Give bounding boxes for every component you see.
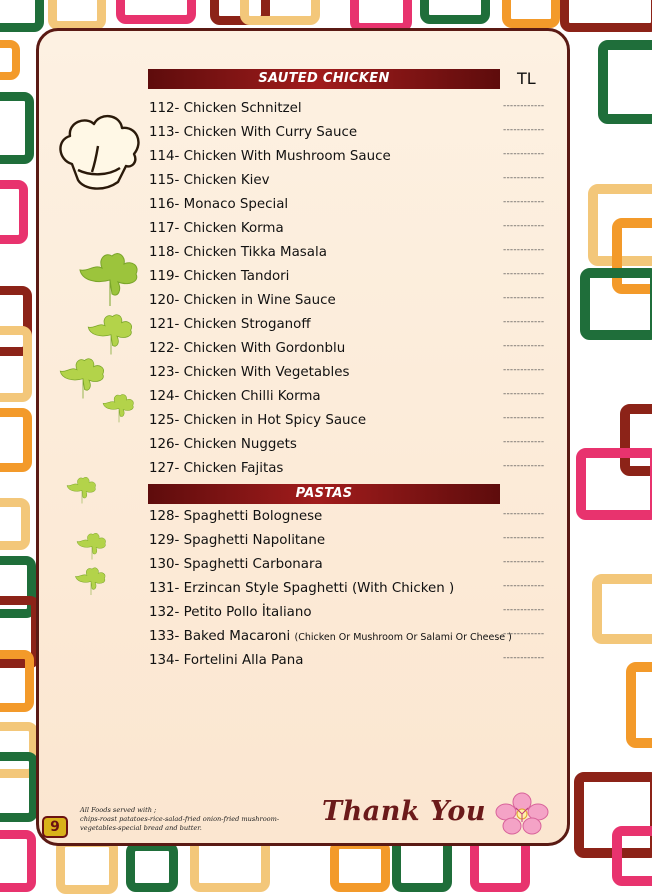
menu-item-name: 130- Spaghetti Carbonara: [149, 557, 323, 572]
menu-item-name: 123- Chicken With Vegetables: [149, 365, 350, 380]
section-banner-pastas: PASTAS: [148, 484, 500, 504]
section-banner-sauted-chicken: SAUTED CHICKEN: [148, 69, 500, 89]
menu-item-name: 117- Chicken Korma: [149, 221, 284, 236]
served-with-note-line: All Foods served with ;: [80, 806, 157, 814]
menu-item-name: 116- Monaco Special: [149, 197, 289, 212]
menu-item: [149, 459, 559, 479]
served-with-note-line: chips-roast patatoes-rice-salad-fried onion-fried mushroom-: [80, 815, 280, 823]
menu-item-name: 112- Chicken Schnitzel: [149, 101, 302, 116]
menu-item: [149, 435, 559, 455]
served-with-note-line: vegetables-special bread and butter.: [80, 824, 202, 832]
currency-label: TL: [517, 69, 536, 88]
leaf-icon: [58, 356, 108, 400]
leaf-icon: [76, 530, 108, 562]
leaf-icon: [86, 312, 136, 356]
menu-item-price: ------------: [503, 317, 545, 327]
menu-item: [149, 195, 559, 215]
menu-item-price: ------------: [503, 101, 545, 111]
menu-item-price: ------------: [503, 197, 545, 207]
menu-item-price: ------------: [503, 221, 545, 231]
thank-you-text: Thank You: [322, 796, 487, 827]
menu-item-price: ------------: [503, 605, 545, 615]
menu-item-name: 131- Erzincan Style Spaghetti (With Chicken ): [149, 581, 455, 596]
menu-item-price: ------------: [503, 269, 545, 279]
menu-item-price: ------------: [503, 557, 545, 567]
menu-item-name: 121- Chicken Stroganoff: [149, 317, 311, 332]
menu-item-name: 114- Chicken With Mushroom Sauce: [149, 149, 391, 164]
menu-item-name: 129- Spaghetti Napolitane: [149, 533, 326, 548]
menu-item-price: ------------: [503, 413, 545, 423]
flower-icon: [494, 792, 550, 836]
menu-item-price: ------------: [503, 173, 545, 183]
menu-item: [149, 387, 559, 407]
menu-item-price: ------------: [503, 581, 545, 591]
leaf-icon: [102, 392, 136, 424]
menu-item-price: ------------: [503, 389, 545, 399]
menu-item: [149, 531, 559, 551]
menu-item-price: ------------: [503, 509, 545, 519]
menu-item: [149, 99, 559, 119]
menu-item-price: ------------: [503, 341, 545, 351]
menu-item-name: 132- Petito Pollo İtaliano: [149, 605, 312, 620]
menu-item-name: 119- Chicken Tandori: [149, 269, 290, 284]
menu-item: [149, 219, 559, 239]
menu-item-name: 113- Chicken With Curry Sauce: [149, 125, 358, 140]
menu-item: [149, 123, 559, 143]
menu-item: [149, 315, 559, 335]
menu-item-price: ------------: [503, 365, 545, 375]
menu-item: [149, 603, 559, 623]
served-with-note: [80, 806, 280, 833]
leaf-icon: [72, 566, 110, 596]
menu-item: [149, 171, 559, 191]
menu-item: [149, 507, 559, 527]
menu-item: [149, 267, 559, 287]
menu-item-name: 120- Chicken in Wine Sauce: [149, 293, 336, 308]
menu-item-name-main: 133- Baked Macaroni: [149, 629, 291, 644]
menu-item-price: ------------: [503, 461, 545, 471]
chef-hat-icon: [54, 110, 146, 194]
menu-item: [149, 339, 559, 359]
menu-item-price: ------------: [503, 149, 545, 159]
menu-item-price: ------------: [503, 125, 545, 135]
menu-item: [149, 243, 559, 263]
menu-item-name: 115- Chicken Kiev: [149, 173, 270, 188]
menu-item-name: 118- Chicken Tikka Masala: [149, 245, 327, 260]
menu-item: [149, 627, 559, 647]
menu-item-price: ------------: [503, 245, 545, 255]
menu-item-price: ------------: [503, 653, 545, 663]
menu-item-name: 128- Spaghetti Bolognese: [149, 509, 323, 524]
menu-item: [149, 579, 559, 599]
menu-item-price: ------------: [503, 293, 545, 303]
menu-item: [149, 555, 559, 575]
menu-item: [149, 363, 559, 383]
menu-item: [149, 147, 559, 167]
menu-item: [149, 291, 559, 311]
menu-item-name: 127- Chicken Fajitas: [149, 461, 284, 476]
menu-item: [149, 411, 559, 431]
menu-item-price: ------------: [503, 437, 545, 447]
menu-item-name: 125- Chicken in Hot Spicy Sauce: [149, 413, 367, 428]
leaf-icon: [66, 474, 98, 506]
page-number: 9: [42, 816, 68, 838]
menu-item-price: ------------: [503, 533, 545, 543]
menu-item-name: 122- Chicken With Gordonblu: [149, 341, 346, 356]
leaf-icon: [78, 250, 142, 308]
menu-item-name: 134- Fortelini Alla Pana: [149, 653, 304, 668]
menu-item: [149, 651, 559, 671]
menu-item-name: 126- Chicken Nuggets: [149, 437, 297, 452]
menu-item-name: [149, 627, 512, 648]
menu-item-price: ------------: [503, 629, 545, 639]
menu-item-note: (Chicken Or Mushroom Or Salami Or Cheese ): [294, 632, 512, 643]
menu-item-name: 124- Chicken Chilli Korma: [149, 389, 321, 404]
